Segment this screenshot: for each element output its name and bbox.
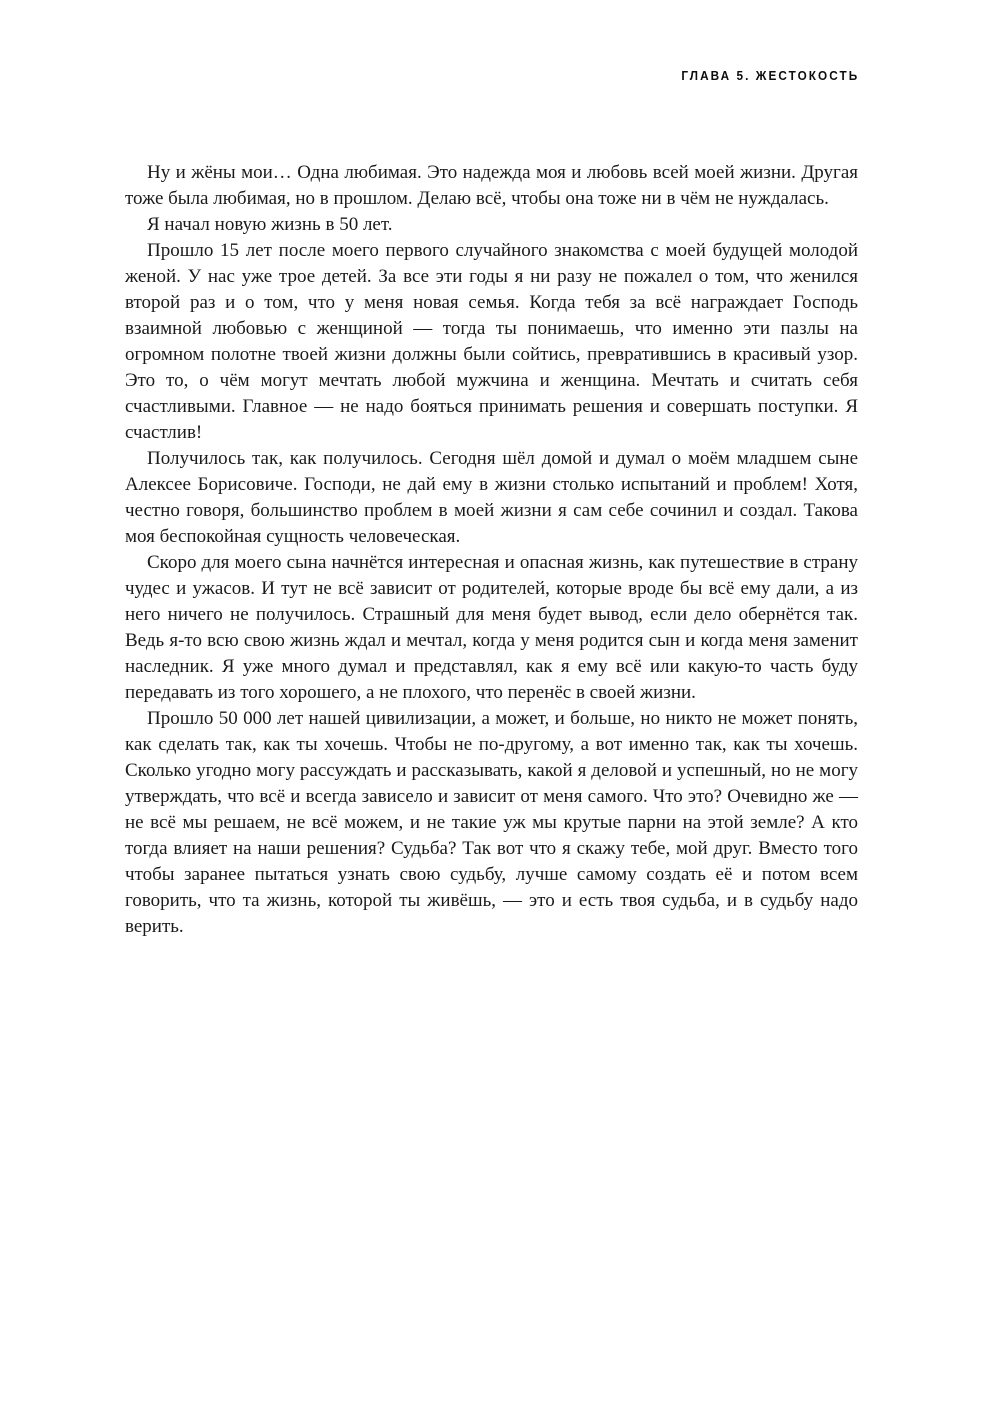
paragraph-6: Прошло 50 000 лет нашей цивилизации, а может, и больше, но никто не может понять, как сделать так, как ты хочешь. Чтобы не по-другому, а вот именно так, как ты хочешь. Сколько угодно могу рассуждать и рассказывать, какой я деловой и успешный, но не могу утверждать, что всё и всегда зависело и зависит от меня самого. Что это? Очевидно же — не всё мы решаем, не всё можем, и не такие уж мы крутые парни на этой земле? А кто тогда влияет на наши решения? Судьба? Так вот что я скажу тебе, мой друг. Вместо того чтобы заранее пытаться узнать свою судьбу, лучше самому создать её и потом всем говорить, что та жизнь, которой ты живёшь, — это и есть твоя судьба, и в судьбу надо верить. (125, 708, 858, 937)
paragraph-2: Я начал новую жизнь в 50 лет. (147, 214, 393, 235)
running-head-chapter-title: ГЛАВА 5. ЖЕСТОКОСТЬ (681, 69, 859, 83)
paragraph-1: Ну и жёны мои… Одна любимая. Это надежда моя и любовь всей моей жизни. Другая тоже была любимая, но в прошлом. Делаю всё, чтобы она тоже ни в чём не нуждалась. (125, 162, 858, 209)
paragraph-4: Получилось так, как получилось. Сегодня шёл домой и думал о моём младшем сыне Алексее Борисовиче. Господи, не дай ему в жизни столько испытаний и проблем! Хотя, честно говоря, большинство проблем в моей жизни я сам себе сочинил и создал. Такова моя беспокойная сущность человеческая. (125, 448, 858, 547)
paragraph-3: Прошло 15 лет после моего первого случайного знакомства с моей будущей молодой женой. У нас уже трое детей. За все эти годы я ни разу не пожалел о том, что женился второй раз и о том, что у меня новая семья. Когда тебя за всё награждает Господь взаимной любовью с женщиной — тогда ты понимаешь, что именно эти пазлы на огромном полотне твоей жизни должны были сойтись, превратившись в красивый узор. Это то, о чём могут мечтать любой мужчина и женщина. Мечтать и считать себя счастливыми. Главное — не надо бояться принимать решения и совершать поступки. Я счастлив! (125, 240, 858, 443)
body-text (125, 160, 858, 940)
paragraph-5: Скоро для моего сына начнётся интересная и опасная жизнь, как путешествие в страну чудес и ужасов. И тут не всё зависит от родителей, которые вроде бы всё ему дали, а из него ничего не получилось. Страшный для меня будет вывод, если дело обернётся так. Ведь я-то всю свою жизнь ждал и мечтал, когда у меня родится сын и когда меня заменит наследник. Я уже много думал и представлял, как я ему всё или какую-то часть буду передавать из того хорошего, а не плохого, что перенёс в своей жизни. (125, 552, 858, 703)
